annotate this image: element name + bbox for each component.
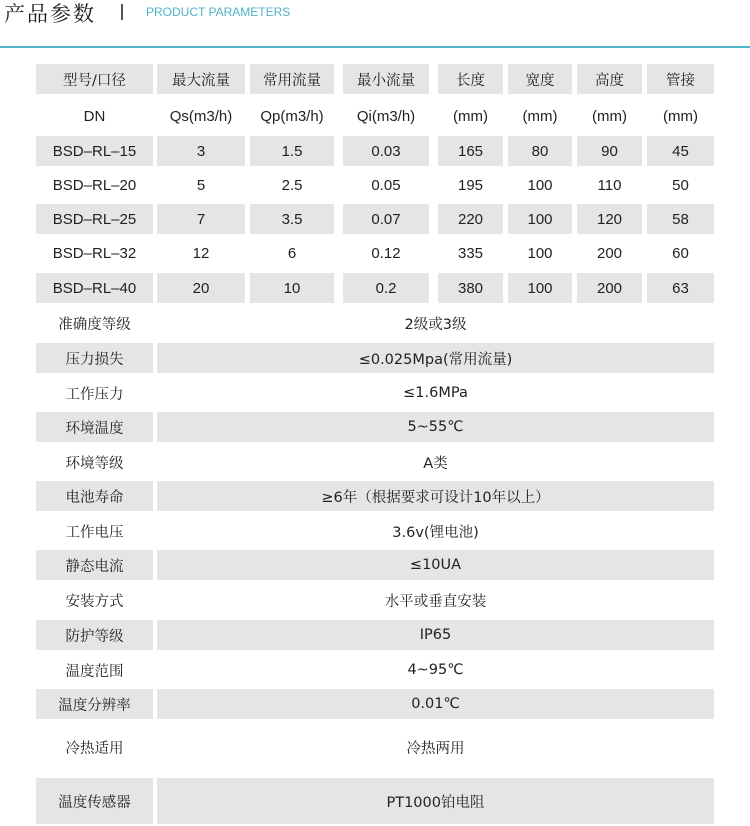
units-row	[36, 101, 714, 131]
spec-value: PT1000铂电阻	[157, 778, 714, 824]
unit-cell: Qs(m3/h)	[169, 107, 233, 125]
model-value: 20	[157, 273, 245, 303]
model-value: 200	[596, 244, 623, 262]
spec-row	[36, 412, 714, 442]
spec-row	[36, 725, 714, 770]
spec-value: 5~55℃	[157, 412, 714, 442]
spec-row	[36, 481, 714, 511]
model-value: 100	[508, 273, 572, 303]
spec-value: A类	[423, 455, 448, 472]
model-value: 80	[508, 136, 572, 166]
spec-label: 工作电压	[65, 524, 124, 541]
model-row	[36, 170, 714, 200]
model-value: 100	[508, 204, 572, 234]
model-name: BSD–RL–15	[36, 136, 153, 166]
model-value: 0.2	[343, 273, 429, 303]
model-value: 0.03	[343, 136, 429, 166]
spec-label: 温度传感器	[36, 778, 153, 824]
model-name: BSD–RL–25	[36, 204, 153, 234]
unit-cell: Qp(m3/h)	[260, 107, 324, 125]
spec-value: ≤1.6MPa	[403, 385, 468, 401]
model-value: 12	[192, 244, 210, 262]
header-accent-line	[0, 46, 750, 48]
model-row	[36, 273, 714, 303]
spec-value: ≤0.025Mpa(常用流量)	[157, 343, 714, 373]
model-value: 3	[157, 136, 245, 166]
spec-label: 环境温度	[36, 412, 153, 442]
spec-label: 安装方式	[65, 593, 124, 610]
page-subtitle: PRODUCT PARAMETERS	[146, 5, 291, 19]
spec-value: 冷热两用	[406, 741, 465, 757]
model-value: 335	[457, 244, 484, 262]
model-name: BSD–RL–32	[52, 244, 137, 262]
spec-row	[36, 620, 714, 650]
unit-cell: DN	[83, 107, 106, 125]
spec-label: 静态电流	[36, 550, 153, 580]
column-header: 最小流量	[343, 64, 429, 94]
spec-label: 防护等级	[36, 620, 153, 650]
column-header: 最大流量	[157, 64, 245, 94]
model-value: 45	[647, 136, 714, 166]
spec-row	[36, 778, 714, 824]
model-value: 3.5	[250, 204, 334, 234]
title-separator	[121, 4, 123, 20]
model-value: 2.5	[281, 176, 303, 194]
model-row	[36, 204, 714, 234]
model-value: 100	[527, 176, 553, 194]
model-name: BSD–RL–40	[36, 273, 153, 303]
spec-value: 3.6v(锂电池)	[392, 524, 479, 541]
unit-cell: Qi(m3/h)	[356, 107, 416, 125]
spec-label: 电池寿命	[36, 481, 153, 511]
spec-label: 温度分辨率	[36, 689, 153, 719]
column-header: 宽度	[508, 64, 572, 94]
column-header: 型号/口径	[36, 64, 153, 94]
model-value: 5	[196, 176, 206, 194]
spec-row	[36, 516, 714, 546]
model-value: 220	[438, 204, 503, 234]
unit-cell: (mm)	[592, 107, 627, 125]
spec-row	[36, 655, 714, 685]
column-header: 管接	[647, 64, 714, 94]
model-name: BSD–RL–20	[52, 176, 137, 194]
model-value: 195	[457, 176, 484, 194]
spec-row	[36, 585, 714, 615]
model-value: 380	[438, 273, 503, 303]
spec-value: ≥6年（根据要求可设计10年以上）	[157, 481, 714, 511]
spec-value: IP65	[157, 620, 714, 650]
page-header	[0, 0, 750, 48]
model-value: 110	[597, 176, 622, 194]
model-value: 0.12	[371, 244, 401, 262]
table-header-row	[36, 64, 714, 94]
spec-value: 2级或3级	[404, 316, 467, 333]
spec-row	[36, 308, 714, 338]
column-header: 长度	[438, 64, 503, 94]
spec-label: 准确度等级	[58, 316, 131, 333]
column-header: 常用流量	[250, 64, 334, 94]
unit-cell: (mm)	[663, 107, 698, 125]
model-value: 90	[577, 136, 642, 166]
spec-row	[36, 343, 714, 373]
spec-value: ≤10UA	[157, 550, 714, 580]
model-value: 60	[672, 244, 689, 262]
spec-row	[36, 447, 714, 477]
model-value: 1.5	[250, 136, 334, 166]
spec-value: 0.01℃	[157, 689, 714, 719]
model-row	[36, 136, 714, 166]
model-value: 50	[672, 176, 689, 194]
spec-row	[36, 689, 714, 719]
unit-cell: (mm)	[522, 107, 558, 125]
spec-value: 水平或垂直安装	[384, 593, 487, 610]
model-value: 0.07	[343, 204, 429, 234]
model-value: 165	[438, 136, 503, 166]
spec-value: 4~95℃	[407, 662, 464, 678]
model-value: 0.05	[371, 176, 401, 194]
model-value: 63	[647, 273, 714, 303]
spec-label: 冷热适用	[65, 741, 124, 757]
spec-label: 工作压力	[65, 386, 124, 403]
model-value: 58	[647, 204, 714, 234]
model-value: 120	[577, 204, 642, 234]
spec-label: 环境等级	[65, 455, 124, 472]
model-row	[36, 238, 714, 268]
model-value: 100	[527, 244, 553, 262]
page-title: 产品参数	[4, 2, 96, 26]
model-value: 7	[157, 204, 245, 234]
column-header: 高度	[577, 64, 642, 94]
spec-label: 温度范围	[65, 663, 124, 680]
spec-row	[36, 378, 714, 408]
spec-row	[36, 550, 714, 580]
model-value: 200	[577, 273, 642, 303]
model-value: 6	[287, 244, 297, 262]
unit-cell: (mm)	[453, 107, 488, 125]
model-value: 10	[250, 273, 334, 303]
spec-label: 压力损失	[36, 343, 153, 373]
